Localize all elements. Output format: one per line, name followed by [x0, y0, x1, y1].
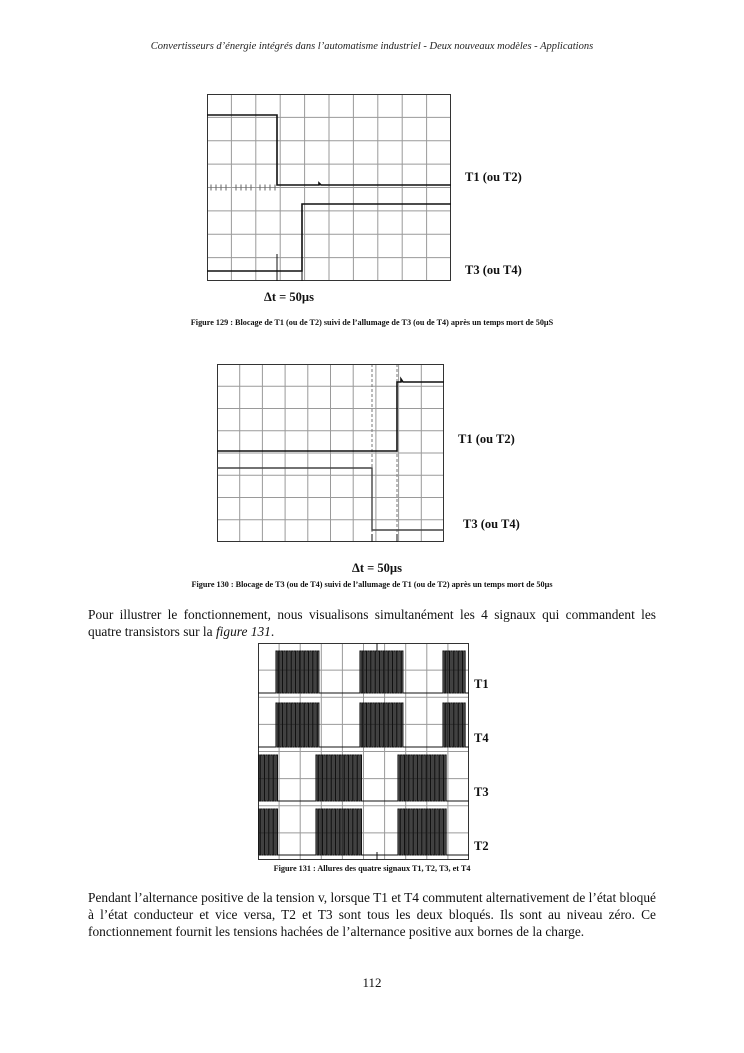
paragraph-2: Pendant l’alternance positive de la tension v, lorsque T1 et T4 commutent alternativement de l’état bloqué à l’état conducteur et vice versa, T2 et T3 sont tous les deux bloqués. Ils sont au niveau zéro. Ce fonctionnement fournit les tensions hachées de l’alternance positive aux bornes de la charge.	[88, 890, 656, 939]
figure-129-delta: Δt = 50µs	[264, 290, 314, 304]
figure-130-oscillogram	[217, 364, 444, 542]
paragraph-1-figure-ref: figure 131	[215, 624, 271, 639]
figure-131-label-t3: T3	[474, 785, 489, 799]
figure-131-trace-t1	[258, 651, 469, 693]
paragraph-1-text: Pour illustrer le fonctionnement, nous visualisons simultanément les 4 signaux qui commandent les quatre transistors sur la	[88, 607, 656, 639]
figure-130-caption: Figure 130 : Blocage de T3 (ou de T4) suivi de l’allumage de T1 (ou de T2) après un temps mort de 50µs	[191, 580, 553, 589]
figure-130-grid	[217, 364, 444, 542]
figure-129-label-t3: T3 (ou T4)	[465, 263, 522, 277]
figure-129-caption: Figure 129 : Blocage de T1 (ou de T2) suivi de l’allumage de T3 (ou de T4) après un temps mort de 50µS	[190, 318, 554, 327]
figure-131-caption: Figure 131 : Allures des quatre signaux T1, T2, T3, et T4	[273, 864, 471, 873]
figure-130-delta: Δt = 50µs	[352, 561, 402, 575]
figure-130-label-t3: T3 (ou T4)	[463, 517, 520, 531]
paragraph-1	[88, 606, 656, 640]
figure-131-oscillogram	[258, 643, 469, 860]
paragraph-1-end: .	[270, 624, 275, 639]
figure-131-label-t1: T1	[474, 677, 489, 691]
figure-129-label-t1: T1 (ou T2)	[465, 170, 522, 184]
figure-130-label-t1: T1 (ou T2)	[458, 432, 515, 446]
figure-130-delta-markers	[349, 534, 416, 542]
figure-129-oscillogram	[207, 94, 451, 281]
figure-131-label-t2: T2	[474, 839, 489, 853]
figure-129-grid	[207, 94, 451, 281]
running-header: Convertisseurs d’énergie intégrés dans l’automatisme industriel - Deux nouveaux modèles - Applications	[150, 41, 594, 52]
page-number: 112	[362, 975, 382, 990]
figure-131-label-t4: T4	[474, 731, 489, 745]
figure-131-trace-t4	[258, 703, 469, 747]
